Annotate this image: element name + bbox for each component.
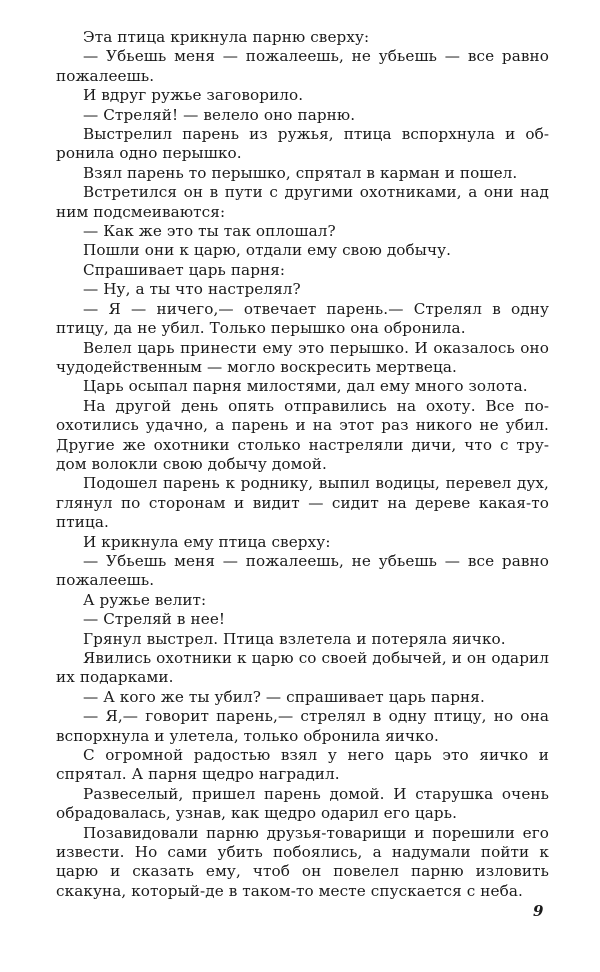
paragraph: — Ну, а ты что настрелял? [83,280,301,299]
paragraph: А ружье велит: [83,590,207,609]
paragraph: Грянул выстрел. Птица взлетела и потеряла яичко. [83,629,506,648]
paragraph: И вдруг ружье заговорило. [83,86,304,105]
paragraph: Эта птица крикнула парню сверху: [83,28,370,46]
paragraph: С огромной радостью взял у него царь это яичко и спрятал. А парня щедро наградил. [56,746,549,784]
paragraph: Спрашивает царь парня: [83,260,286,279]
paragraph: — Стреляй в нее! [83,610,226,629]
paragraph: На другой день опять отправились на охоту. Все поохотились удачно, а парень и на этот раз никого не убил. Другие же охотники столько настреляли дичи, что с трудом волокли свою добычу домой. [56,396,549,473]
paragraph: — Как же это ты так оплошал? [83,222,336,241]
paragraph: — А кого же ты убил? — спрашивает царь парня. [83,687,485,706]
page-text-block [56,28,549,901]
paragraph: Выстрелил парень из ружья, птица вспорхнула и обронила одно перышко. [56,125,549,163]
paragraph: — Я,— говорит парень,— стрелял в одну птицу, но она вспорхнула и улетела, только обронила яичко. [56,707,549,745]
paragraph: — Стреляй! — велело оно парню. [83,105,356,124]
page-number: 9 [533,902,544,920]
paragraph: Подошел парень к роднику, выпил водицы, перевел дух, глянул по сторонам и видит — сидит на дереве какая-то птица. [56,474,549,532]
paragraph: И крикнула ему птица сверху: [83,532,331,551]
paragraph: Велел царь принести ему это перышко. И оказалось оно чудодейственным — могло воскресить мертвеца. [56,338,549,376]
paragraph: — Убьешь меня — пожалеешь, не убьешь — все равно пожалеешь. [56,551,549,590]
paragraph: Встретился он в пути с другими охотниками, а они над ним подсмеиваются: [56,183,549,221]
paragraph: Развеселый, пришел парень домой. И старушка очень обрадовалась, узнав, как щедро одарил его царь. [56,784,549,823]
paragraph: Пошли они к царю, отдали ему свою добычу. [83,241,452,260]
paragraph: — Убьешь меня — пожалеешь, не убьешь — все равно пожалеешь. [56,47,549,85]
paragraph: Явились охотники к царю со своей добычей, и он одарил их подарками. [56,649,549,687]
paragraph: — Я — ничего,— отвечает парень.— Стрелял в одну птицу, да не убил. Только перышко она обронила. [56,299,549,338]
paragraph: Позавидовали парню друзья-товарищи и порешили его извести. Но сами убить побоялись, а надумали пойти к царю и сказать ему, чтоб он повелел парню изловить скакуна, который-де в таком-то месте спускается с неба. [56,823,549,900]
paragraph: Взял парень то перышко, спрятал в карман и пошел. [83,163,518,182]
paragraph: Царь осыпал парня милостями, дал ему много золота. [83,377,528,396]
